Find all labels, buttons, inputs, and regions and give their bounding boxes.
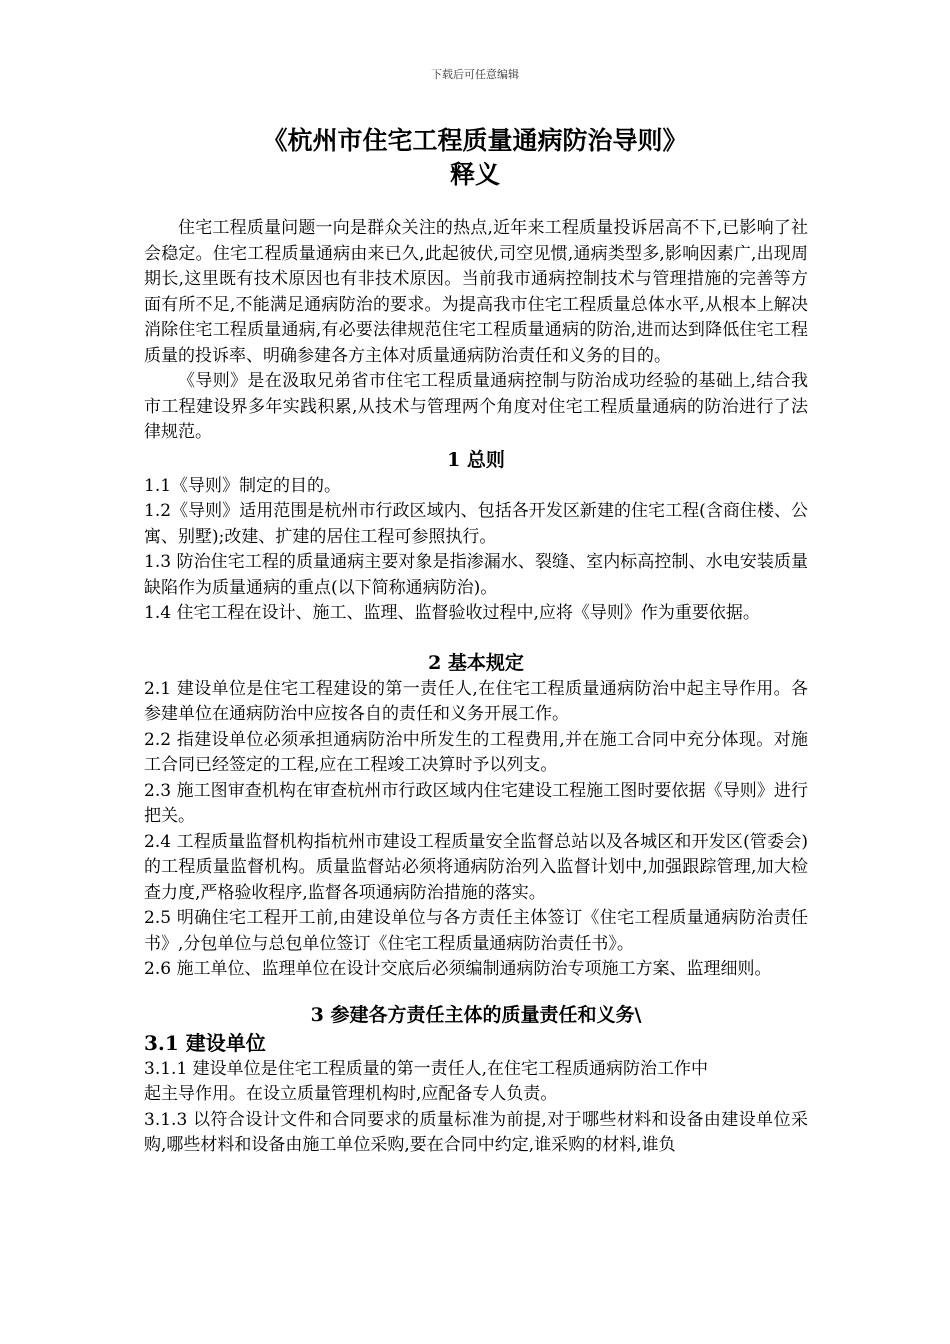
title-line-2: 释义 bbox=[449, 160, 500, 189]
spacer bbox=[144, 983, 808, 1001]
clause: 2.3 施工图审查机构在审查杭州市行政区域内住宅建设工程施工图时要依据《导则》进行把关。 bbox=[144, 780, 808, 826]
clause: 2.1 建设单位是住宅工程建设的第一责任人,在住宅工程质量通病防治中起主导作用。各参建单位在通病防治中应按各自的责任和义务开展工作。 bbox=[144, 678, 808, 724]
section-heading: 2 基本规定 bbox=[428, 651, 524, 674]
section-heading: 3 参建各方责任主体的质量责任和义务\ bbox=[310, 1003, 642, 1026]
header-note: 下载后可任意编辑 bbox=[431, 68, 519, 81]
clause: 1.3 防治住宅工程的质量通病主要对象是指渗漏水、裂缝、室内标高控制、水电安装质量缺陷作为质量通病的重点(以下简称通病防治)。 bbox=[144, 552, 808, 598]
clause: 1.4 住宅工程在设计、施工、监理、监督验收过程中,应将《导则》作为重要依据。 bbox=[144, 603, 760, 623]
intro-paragraph: 住宅工程质量问题一向是群众关注的热点,近年来工程质量投诉居高不下,已影响了社会稳定。住宅工程质量通病由来已久,此起彼伏,司空见惯,通病类型多,影响因素广,出现周期长,这里既有技术原因也有非技术原因。当前我市通病控制技术与管理措施的完善等方面有所不足,不能满足通病防治的要求。为提高我市住宅工程质量总体水平,从根本上解决消除住宅工程质量通病,有必要法律规范住宅工程质量通病的防治,进而达到降低住宅工程质量的投诉率、明确参建各方主体对质量通病防治责任和义务的目的。 bbox=[144, 218, 808, 366]
clause: 2.5 明确住宅工程开工前,由建设单位与各方责任主体签订《住宅工程质量通病防治责任书》,分包单位与总包单位签订《住宅工程质量通病防治责任书》。 bbox=[144, 908, 808, 954]
section-heading: 1 总则 bbox=[447, 448, 505, 471]
clause: 2.6 施工单位、监理单位在设计交底后必须编制通病防治专项施工方案、监理细则。 bbox=[144, 959, 772, 979]
clause: 起主导作用。在设立质量管理机构时,应配备专人负责。 bbox=[144, 1084, 558, 1104]
clause: 3.1.3 以符合设计文件和合同要求的质量标准为前提,对于哪些材料和设备由建设单位采购,哪些材料和设备由施工单位采购,要在合同中约定,谁采购的材料,谁负 bbox=[144, 1109, 808, 1155]
title-line-1: 《杭州市住宅工程质量通病防治导则》 bbox=[262, 126, 688, 155]
document-body bbox=[144, 216, 808, 1159]
sub-heading: 3.1 建设单位 bbox=[144, 1030, 266, 1055]
clause: 2.4 工程质量监督机构指杭州市建设工程质量安全监督总站以及各城区和开发区(管委会)的工程质量监督机构。质量监督站必须将通病防治列入监督计划中,加强跟踪管理,加大检查力度,严格验收程序,监督各项通病防治措施的落实。 bbox=[144, 831, 808, 903]
document-title bbox=[0, 124, 950, 192]
clause: 1.2《导则》适用范围是杭州市行政区域内、包括各开发区新建的住宅工程(含商住楼、公寓、别墅);改建、扩建的居住工程可参照执行。 bbox=[144, 501, 808, 547]
clause: 3.1.1 建设单位是住宅工程质量的第一责任人,在住宅工程质通病防治工作中 bbox=[144, 1058, 709, 1079]
clause: 2.2 指建设单位必须承担通病防治中所发生的工程费用,并在施工合同中充分体现。对施工合同已经签定的工程,应在工程竣工决算时予以列支。 bbox=[144, 729, 808, 775]
intro-paragraph: 《导则》是在汲取兄弟省市住宅工程质量通病控制与防治成功经验的基础上,结合我市工程建设界多年实践积累,从技术与管理两个角度对住宅工程质量通病的防治进行了法律规范。 bbox=[144, 371, 808, 442]
clause: 1.1《导则》制定的目的。 bbox=[144, 475, 342, 496]
spacer bbox=[144, 627, 808, 649]
